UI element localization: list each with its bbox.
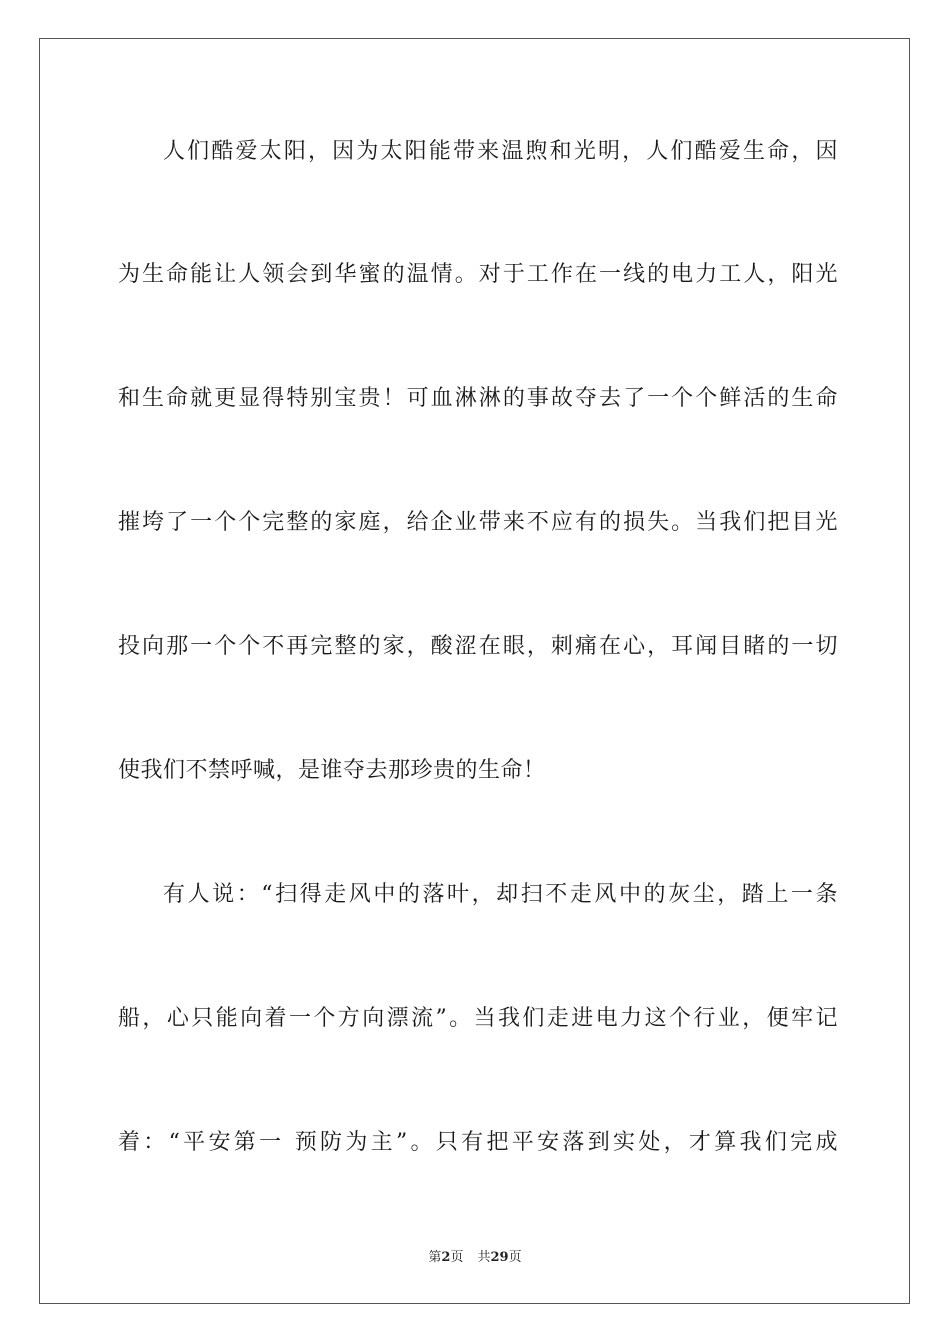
text-line-7: 有人说：“扫得走风中的落叶，却扫不走风中的灰尘，踏上一条: [163, 882, 838, 907]
text-line-4: 摧垮了一个个完整的家庭，给企业带来不应有的损失。当我们把目光: [118, 510, 838, 535]
text-line-6: 使我们不禁呼喊，是谁夺去那珍贵的生命！: [118, 758, 546, 783]
current-page-number: 2: [441, 1250, 451, 1265]
text-line-9: 着：“平安第一 预防为主”。只有把平安落到实处，才算我们完成: [118, 1130, 838, 1155]
text-line-3: 和生命就更显得特别宝贵！可血淋淋的事故夺去了一个个鲜活的生命: [118, 386, 838, 411]
total-unit: 页: [508, 1250, 522, 1265]
text-line-5: 投向那一个个不再完整的家，酸涩在眼，刺痛在心，耳闻目睹的一切: [118, 634, 838, 659]
page-footer: [0, 1246, 950, 1265]
page-unit: 页: [450, 1250, 464, 1265]
text-line-2: 为生命能让人领会到华蜜的温情。对于工作在一线的电力工人，阳光: [118, 262, 838, 287]
text-line-1: 人们酷爱太阳，因为太阳能带来温煦和光明，人们酷爱生命，因: [163, 139, 838, 164]
total-prefix: 共: [477, 1250, 491, 1265]
page-prefix: 第: [428, 1250, 442, 1265]
page-border: [39, 38, 910, 1304]
total-page-number: 29: [490, 1250, 509, 1265]
text-line-8: 船，心只能向着一个方向漂流”。当我们走进电力这个行业，便牢记: [118, 1006, 838, 1031]
